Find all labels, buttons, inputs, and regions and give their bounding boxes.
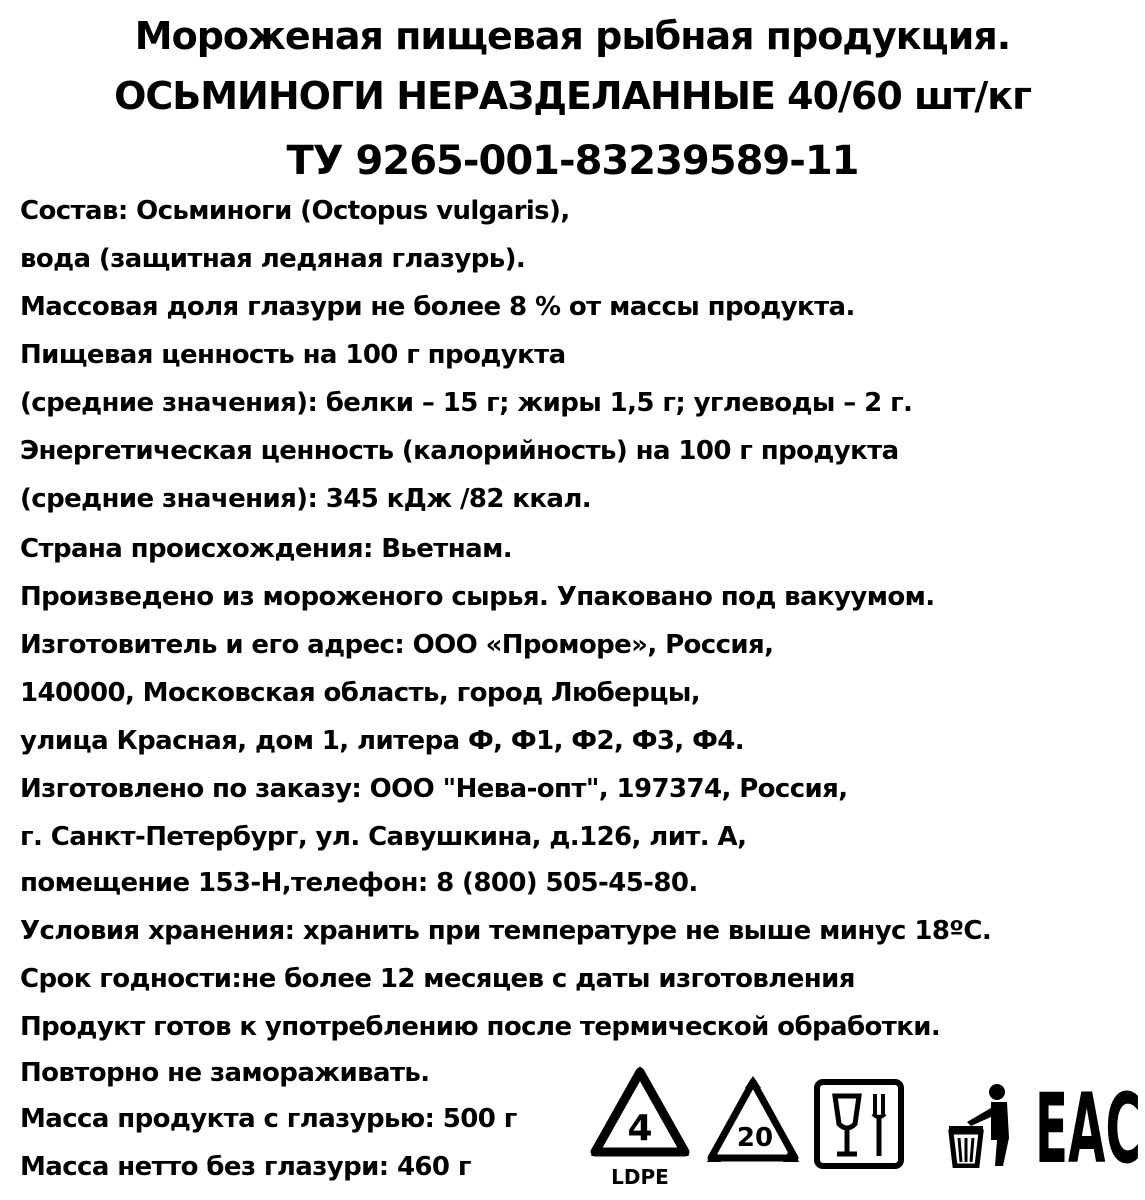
composition-line-2: вода (защитная ледяная глазурь).	[20, 244, 526, 274]
ordered-by-phone-line: помещение 153-Н,телефон: 8 (800) 505-45-80.	[20, 868, 698, 898]
energy-line: Энергетическая ценность (калорийность) на 100 г продукта	[20, 436, 899, 466]
tidyman-icon	[945, 1082, 1025, 1168]
nutrition-values-line: (средние значения): белки – 15 г; жиры 1,5 г; углеводы – 2 г.	[20, 388, 913, 418]
manufacturer-address-line-2: улица Красная, дом 1, литера Ф, Ф1, Ф2, Ф3, Ф4.	[20, 726, 745, 756]
tech-spec-title: ТУ 9265-001-83239589-11	[286, 138, 859, 184]
product-name-title: ОСЬМИНОГИ НЕРАЗДЕЛАННЫЕ 40/60 шт/кг	[114, 74, 1031, 118]
cooking-line: Продукт готов к употреблению после термической обработки.	[20, 1012, 941, 1042]
origin-line: Страна происхождения: Вьетнам.	[20, 534, 512, 564]
production-line: Произведено из мороженого сырья. Упаковано под вакуумом.	[20, 582, 935, 612]
storage-line: Условия хранения: хранить при температуре не выше минус 18ºC.	[20, 916, 992, 946]
composition-line: Состав: Осьминоги (Octopus vulgaris),	[20, 196, 570, 226]
manufacturer-address-line: 140000, Московская область, город Люберцы,	[20, 678, 701, 708]
net-weight-line: Масса нетто без глазури: 460 г	[20, 1152, 471, 1182]
recycle-code-label: LDPE	[611, 1165, 669, 1189]
eac-mark-icon	[1033, 1074, 1143, 1174]
product-category-title: Мороженая пищевая рыбная продукция.	[134, 14, 1011, 58]
gross-weight-line: Масса продукта с глазурью: 500 г	[20, 1104, 517, 1134]
nutrition-line: Пищевая ценность на 100 г продукта	[20, 340, 566, 370]
ordered-by-address-line: г. Санкт-Петербург, ул. Савушкина, д.126, лит. А,	[20, 822, 747, 852]
glass-fork-icon	[813, 1078, 905, 1170]
marking-icons	[585, 1060, 1145, 1200]
eac-mark-text: EAC	[1035, 1074, 1141, 1174]
recycle-code-number: 4	[627, 1108, 653, 1149]
glaze-share-line: Массовая доля глазури не более 8 % от массы продукта.	[20, 292, 855, 322]
recycle-code-number-2: 20	[736, 1123, 774, 1153]
ordered-by-line: Изготовлено по заказу: ООО "Нева-опт", 197374, Россия,	[20, 774, 848, 804]
shelf-life-line: Срок годности:не более 12 месяцев с даты изготовления	[20, 964, 855, 994]
refreeze-line: Повторно не замораживать.	[20, 1058, 430, 1088]
recycle-pap-icon	[703, 1074, 803, 1174]
energy-values-line: (средние значения): 345 кДж /82 ккал.	[20, 484, 592, 514]
manufacturer-line: Изготовитель и его адрес: ООО «Проморе», Россия,	[20, 630, 774, 660]
recycle-ldpe-icon	[585, 1060, 695, 1190]
